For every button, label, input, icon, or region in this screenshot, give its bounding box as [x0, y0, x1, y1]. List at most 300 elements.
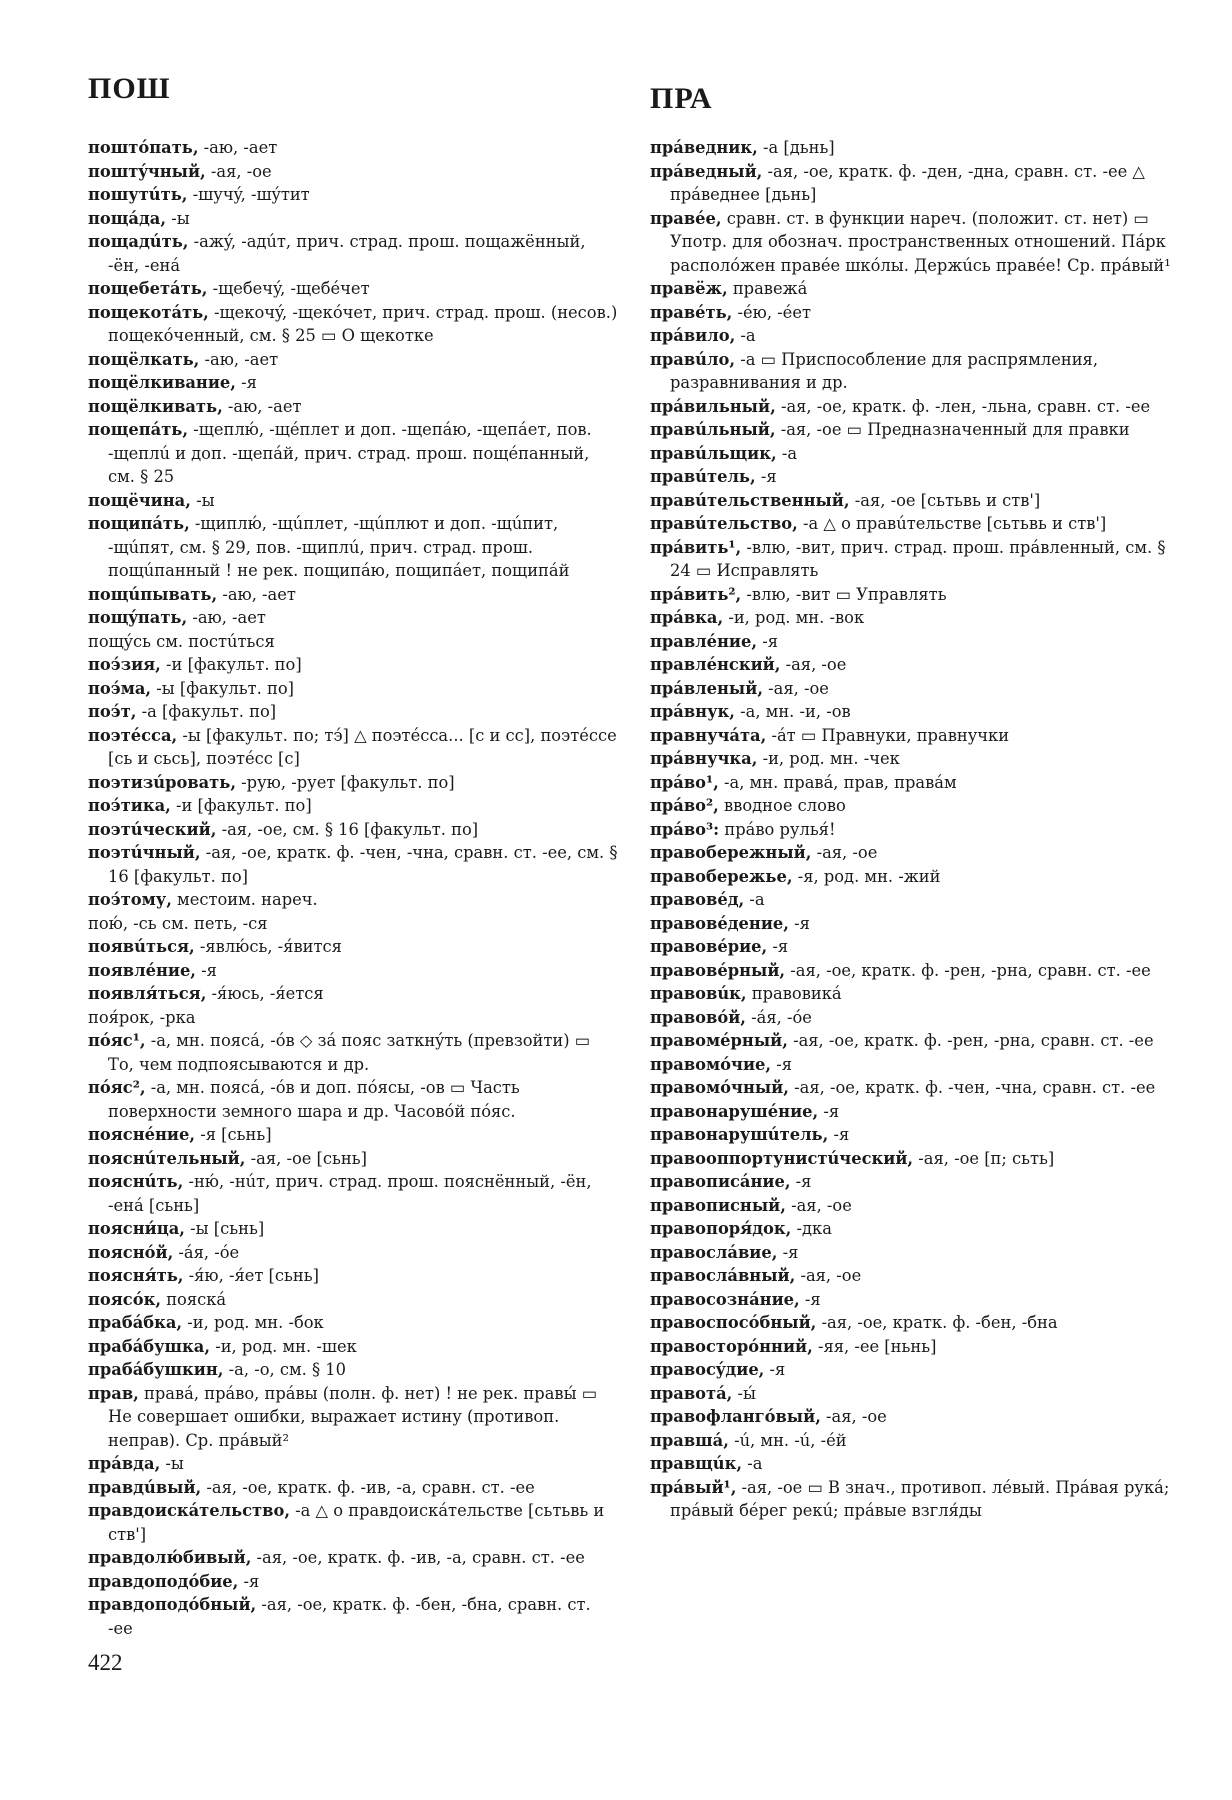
dictionary-entry [650, 1288, 1182, 1312]
entry-definition: -я [790, 1172, 812, 1191]
dictionary-entry [88, 1382, 620, 1453]
dictionary-entry [88, 1358, 620, 1382]
entry-headword: правúльщик, [650, 443, 777, 463]
entry-headword: поштýчный, [88, 161, 206, 181]
entry-definition: -ая, -ое, кратк. ф. -рен, -рна, сравн. ст. -ее [785, 960, 1151, 980]
entry-definition: -и, род. мн. -шек [210, 1336, 357, 1356]
entry-headword: поэтúчный, [88, 843, 201, 862]
entry-headword: прáвнучка, [650, 749, 758, 768]
entry-headword: правовéд, [650, 890, 745, 909]
entry-headword: правдоискáтельство, [88, 1501, 290, 1520]
entry-definition: -я [764, 1360, 786, 1379]
dictionary-entry [88, 888, 620, 912]
dictionary-entry [88, 348, 620, 372]
entry-definition: -а, мн. -и, -ов [734, 702, 851, 721]
entry-headword: пощебетáть, [88, 279, 208, 298]
dictionary-entry [88, 677, 620, 701]
dictionary-entry [650, 1147, 1182, 1171]
right-column [650, 74, 1182, 1523]
entry-definition: пою́, -сь см. петь, -ся [88, 913, 268, 933]
entry-headword: прáво², [650, 796, 719, 815]
entry-headword: правúтельство, [650, 514, 798, 533]
entry-headword: пощадúть, [88, 232, 189, 251]
entry-headword: правобережье, [650, 866, 793, 886]
entry-definition: -ы [факульт. по] [151, 678, 295, 698]
entry-headword: правослáвие, [650, 1242, 778, 1262]
entry-headword: правомóчие, [650, 1054, 772, 1074]
entry-headword: правúло, [650, 349, 736, 369]
entry-definition: -я [767, 937, 789, 956]
entry-definition: пощýсь см. постúться [88, 631, 275, 651]
dictionary-entry [650, 1006, 1182, 1030]
entry-headword: пощипáть, [88, 514, 190, 533]
entry-headword: прав, [88, 1383, 139, 1403]
entry-definition: -а [742, 1454, 763, 1473]
entry-definition: -я [771, 1054, 792, 1074]
entry-definition: -ая, -ое [785, 1195, 852, 1215]
entry-definition: -и [факульт. по] [170, 796, 312, 815]
dictionary-entry [88, 489, 620, 513]
entry-definition: -я [828, 1125, 850, 1144]
entry-definition: -влю, -вит ▭ Управлять [741, 584, 947, 604]
entry-headword: пояснúть, [88, 1172, 184, 1191]
dictionary-entry [88, 1546, 620, 1570]
entry-definition: -я [755, 467, 777, 486]
entry-definition: -щиплю́, -щúплет, -щúплют и доп. -щúпит, -щúпят, см. § 29, пов. -щиплú, прич. страд. прош. пощúпанный ! не рек. пощипáю, пощипáет, пощипáй [108, 514, 570, 580]
entry-headword: появлéние, [88, 960, 196, 980]
dictionary-entry [88, 1570, 620, 1594]
entry-definition: -я́юсь, -я́ется [206, 984, 324, 1003]
entry-definition: правá, прáво, прáвы (полн. ф. нет) ! не рек. правы́ ▭ Не совершает ошибки, выражает истину (противоп. неправ). Ср. прáвый² [108, 1383, 598, 1450]
dictionary-entry [88, 1452, 620, 1476]
entry-headword: прабáбка, [88, 1313, 183, 1332]
dictionary-entry [88, 724, 620, 771]
entry-headword: правотá, [650, 1383, 733, 1403]
dictionary-entry [650, 818, 1182, 842]
entry-headword: прáвленый, [650, 678, 763, 698]
dictionary-entry [650, 1429, 1182, 1453]
entry-definition: -ая, -ое [сьтьвь и ств'] [849, 490, 1041, 510]
entry-definition: -ы [190, 490, 215, 510]
dictionary-entry [88, 841, 620, 888]
dictionary-entry [650, 982, 1182, 1006]
dictionary-entry [650, 653, 1182, 677]
entry-headword: пощёлкивать, [88, 396, 223, 416]
entry-definition: -а, мн. поясá, -óв и доп. пóясы, -ов ▭ Часть поверхности земного шара и др. Часовóй пóяс. [108, 1078, 520, 1121]
entry-headword: пощёлкать, [88, 349, 200, 369]
entry-definition: -я́ю, -я́ет [сьнь] [183, 1266, 319, 1285]
entry-headword: правдоподóбный, [88, 1595, 257, 1614]
entry-definition: -ая, -ое, кратк. ф. -ив, -а, сравн. ст. -ее [201, 1477, 535, 1497]
entry-headword: поэтúческий, [88, 819, 217, 839]
entry-headword: прáведник, [650, 138, 758, 157]
dictionary-entry [88, 371, 620, 395]
dictionary-entry [650, 677, 1182, 701]
entry-definition: -рую, -рует [факульт. по] [236, 772, 455, 792]
entry-definition: местоим. нареч. [171, 890, 318, 909]
dictionary-entry [650, 1076, 1182, 1100]
dictionary-entry [88, 1076, 620, 1123]
dictionary-entry [88, 606, 620, 630]
dictionary-entry [88, 277, 620, 301]
entry-headword: правонарушúтель, [650, 1125, 829, 1144]
entry-headword: поэ́ма, [88, 678, 152, 698]
entry-headword: правовóй, [650, 1007, 746, 1027]
entry-definition: -шучý, -шýтит [187, 185, 310, 204]
entry-definition: -ы [факульт. по; тэ́] △ поэтéсса... [с и сс], поэтéссе [сь и сьсь], поэтéсс [с] [108, 725, 617, 768]
dictionary-entry [650, 207, 1182, 278]
entry-definition: -и, род. мн. -чек [757, 749, 900, 768]
entry-headword: пощúпывать, [88, 584, 218, 604]
dictionary-entry [88, 230, 620, 277]
entry-headword: правщúк, [650, 1454, 743, 1473]
dictionary-entry [650, 583, 1182, 607]
entry-definition: правежá [727, 279, 808, 298]
dictionary-entry [650, 1335, 1182, 1359]
entry-definition: -ая, -ое [сьнь] [245, 1148, 367, 1168]
dictionary-entry [650, 1311, 1182, 1335]
dictionary-entry [650, 865, 1182, 889]
entry-definition: -áя, -óе [745, 1007, 812, 1027]
entry-definition: -а ▭ Приспособление для распрямления, разравнивания и др. [670, 349, 1098, 392]
entry-headword: правéть, [650, 302, 733, 322]
entry-definition: -ажý, -адúт, прич. страд. прош. пощажённый, -ён, -енá [108, 232, 586, 275]
entry-definition: -аю, -ает [217, 584, 296, 604]
dictionary-entry [650, 301, 1182, 325]
entry-headword: правúтель, [650, 467, 756, 486]
entry-headword: прáвить², [650, 584, 742, 604]
entry-headword: прáвнук, [650, 702, 735, 721]
entry-headword: правлéние, [650, 631, 758, 651]
entry-headword: пояснúтельный, [88, 1148, 246, 1168]
entry-headword: прáвый¹, [650, 1477, 737, 1497]
dictionary-entry [88, 136, 620, 160]
entry-definition: -аю, -ает [222, 396, 302, 416]
entry-headword: пощёлкивание, [88, 373, 236, 392]
entry-definition: -я [235, 373, 257, 392]
entry-headword: правúльный, [650, 420, 776, 439]
entry-definition: -а, мн. поясá, -óв ◇ зá пояс заткнýть (превзойти) ▭ То, чем подпоясываются и др. [108, 1031, 591, 1074]
dictionary-entry [88, 512, 620, 583]
dictionary-entry [88, 183, 620, 207]
dictionary-entry [650, 324, 1182, 348]
entry-headword: правлéнский, [650, 655, 781, 674]
entry-headword: пощёчина, [88, 490, 191, 510]
entry-headword: прáвильный, [650, 396, 776, 416]
entry-headword: поясня́ть, [88, 1266, 184, 1285]
dictionary-entry [650, 794, 1182, 818]
entry-definition: -ы́ [732, 1383, 756, 1403]
entry-headword: пояснéние, [88, 1125, 196, 1144]
dictionary-entry [650, 1241, 1182, 1265]
dictionary-entry [650, 277, 1182, 301]
dictionary-entry [650, 1029, 1182, 1053]
entry-headword: правофлангóвый, [650, 1407, 821, 1426]
entry-definition: -аю, -ает [199, 349, 279, 369]
entry-definition: -ая, -ое, кратк. ф. -бен, -бна [816, 1313, 1058, 1332]
dictionary-entry [650, 489, 1182, 513]
entry-definition: -и, род. мн. -бок [182, 1313, 324, 1332]
dictionary-entry [88, 1147, 620, 1171]
dictionary-entry [650, 1405, 1182, 1429]
dictionary-entry [650, 1476, 1182, 1523]
entry-definition: -ая, -ое, кратк. ф. -чен, -чна, сравн. ст. -ее [788, 1078, 1156, 1097]
entry-definition: -ая, -ое ▭ Предназначенный для правки [775, 420, 1130, 439]
entry-headword: пощáда, [88, 208, 167, 228]
dictionary-entry [650, 1194, 1182, 1218]
entry-definition: -ая, -ое, кратк. ф. -лен, -льна, сравн. ст. -ее [775, 396, 1151, 416]
entry-definition: -а △ о правдоискáтельстве [сьтьвь и ств'] [108, 1501, 605, 1544]
dictionary-entry [88, 818, 620, 842]
entry-definition: -ы [160, 1454, 184, 1473]
dictionary-entry [88, 630, 620, 654]
entry-definition: -я [799, 1289, 821, 1309]
entry-headword: правúтельственный, [650, 490, 850, 510]
left-entries [88, 136, 620, 1640]
dictionary-entry [650, 136, 1182, 160]
entry-headword: правéе, [650, 208, 722, 228]
dictionary-entry [650, 935, 1182, 959]
entry-headword: прáвило, [650, 326, 736, 345]
entry-headword: прáвка, [650, 608, 724, 627]
entry-definition: -ая, -ое [811, 843, 878, 862]
entry-definition: -áя, -óе [173, 1242, 240, 1262]
dictionary-entry [88, 1170, 620, 1217]
entry-headword: поэ́тому, [88, 890, 172, 909]
dictionary-entry [88, 1217, 620, 1241]
dictionary-entry [650, 1100, 1182, 1124]
dictionary-entry [88, 1241, 620, 1265]
dictionary-entry [88, 959, 620, 983]
entry-definition: сравн. ст. в функции нареч. (положит. ст. нет) ▭ Употр. для обознач. пространственных отношений. Пáрк располóжен правéе шкóлы. Держúсь правéе! Ср. прáвый¹ [670, 208, 1171, 275]
entry-headword: пощекотáть, [88, 302, 209, 322]
entry-headword: прабáбушкин, [88, 1360, 224, 1379]
dictionary-entry [650, 700, 1182, 724]
entry-headword: правовéдение, [650, 913, 789, 933]
dictionary-entry [650, 771, 1182, 795]
dictionary-entry [650, 536, 1182, 583]
dictionary-entry [88, 771, 620, 795]
entry-headword: пошутúть, [88, 185, 188, 204]
dictionary-entry [650, 395, 1182, 419]
entry-headword: правосýдие, [650, 1360, 765, 1379]
right-entries [650, 136, 1182, 1523]
entry-definition: -ая, -ое, кратк. ф. -ив, -а, сравн. ст. -ее [251, 1548, 585, 1567]
entry-headword: правшá, [650, 1430, 729, 1450]
entry-definition: -ню́, -нúт, прич. страд. прош. пояснённый, -ён, -енá [сьнь] [108, 1172, 592, 1215]
entry-headword: правонарушéние, [650, 1101, 819, 1121]
entry-definition: -я [788, 913, 810, 933]
entry-headword: пощýпать, [88, 608, 188, 627]
entry-headword: правомóчный, [650, 1078, 789, 1097]
entry-definition: -дка [791, 1219, 832, 1238]
entry-headword: правослáвный, [650, 1266, 796, 1285]
right-running-head: ПРА [650, 82, 713, 115]
dictionary-entry [88, 935, 620, 959]
dictionary-entry [650, 959, 1182, 983]
entry-headword: поясни́ца, [88, 1219, 185, 1238]
entry-headword: правнучáта, [650, 725, 767, 745]
entry-definition: -а, мн. правá, прав, правáм [718, 772, 957, 792]
entry-headword: поясóк, [88, 1289, 162, 1309]
dictionary-entry [88, 794, 620, 818]
dictionary-entry [650, 1358, 1182, 1382]
entry-headword: появúться, [88, 937, 195, 956]
dictionary-entry [650, 1452, 1182, 1476]
entry-headword: прáво³: [650, 819, 720, 839]
dictionary-entry [88, 1311, 620, 1335]
dictionary-entry [650, 606, 1182, 630]
entry-definition: -а △ о правúтельстве [сьтьвь и ств'] [797, 514, 1107, 533]
entry-definition: -ая, -ое, кратк. ф. -бен, -бна, сравн. ст. -ее [108, 1595, 591, 1638]
entry-definition: -ú, мн. -ú, -éй [728, 1430, 847, 1450]
entry-headword: правоспосóбный, [650, 1313, 817, 1332]
entry-definition: -я [757, 631, 778, 651]
dictionary-entry [650, 512, 1182, 536]
entry-headword: правооппортунистúческий, [650, 1148, 914, 1168]
dictionary-entry [650, 1053, 1182, 1077]
dictionary-entry [650, 747, 1182, 771]
entry-headword: правосторóнний, [650, 1336, 813, 1356]
entry-headword: пощепáть, [88, 420, 189, 439]
entry-definition: -ая, -ое, кратк. ф. -чен, -чна, сравн. ст. -ее, см. § 16 [факульт. по] [108, 843, 618, 886]
dictionary-entry [88, 1006, 620, 1030]
entry-definition: -а [735, 326, 756, 345]
entry-headword: поэтизúровать, [88, 772, 236, 792]
entry-definition: -éю, -éет [732, 302, 811, 322]
entry-headword: поэ́зия, [88, 655, 161, 674]
entry-definition: -а [факульт. по] [136, 702, 277, 721]
entry-definition: пояскá [161, 1289, 227, 1309]
dictionary-entry [88, 583, 620, 607]
entry-definition: поя́рок, -рка [88, 1007, 196, 1027]
entry-headword: правовúк, [650, 984, 747, 1003]
entry-headword: правдолю́бивый, [88, 1548, 252, 1567]
dictionary-entry [88, 653, 620, 677]
dictionary-entry [650, 348, 1182, 395]
entry-headword: пóяс¹, [88, 1031, 146, 1050]
dictionary-entry [88, 395, 620, 419]
entry-definition: -аю, -ает [187, 608, 266, 627]
entry-definition: -ая, -ое, кратк. ф. -ден, -дна, сравн. ст. -ее △ прáведнее [дьнь] [670, 161, 1145, 204]
entry-definition: -а, -о, см. § 10 [223, 1360, 347, 1379]
entry-headword: правовéрие, [650, 937, 768, 956]
entry-headword: пóяс², [88, 1078, 146, 1097]
entry-headword: поэ́тика, [88, 796, 171, 815]
entry-headword: прáвда, [88, 1454, 161, 1473]
dictionary-entry [650, 418, 1182, 442]
entry-definition: прáво рулья́! [719, 819, 836, 839]
entry-definition: -аю, -ает [198, 138, 278, 157]
dictionary-entry [88, 1476, 620, 1500]
dictionary-entry [650, 841, 1182, 865]
entry-headword: правописáние, [650, 1172, 791, 1191]
entry-definition: -щекочý, -щекóчет, прич. страд. прош. (несов.) пощекóченный, см. § 25 ▭ О щекотке [108, 302, 618, 345]
dictionary-entry [650, 442, 1182, 466]
entry-headword: правдúвый, [88, 1477, 202, 1497]
entry-definition: -влю, -вит, прич. страд. прош. прáвленный, см. § 24 ▭ Исправлять [670, 537, 1166, 580]
entry-definition: -ая, -ое [820, 1407, 887, 1426]
entry-definition: -ы [сьнь] [184, 1219, 265, 1238]
entry-definition: -я [777, 1242, 799, 1262]
entry-headword: правопоря́док, [650, 1219, 792, 1238]
entry-definition: -и, род. мн. -вок [723, 608, 865, 627]
entry-definition: правовикá [746, 984, 842, 1003]
entry-headword: правобережный, [650, 843, 812, 862]
dictionary-entry [650, 160, 1182, 207]
dictionary-entry [88, 1123, 620, 1147]
entry-definition: -ая, -ое [762, 678, 829, 698]
dictionary-entry [88, 700, 620, 724]
entry-definition: -а [776, 443, 798, 463]
dictionary-entry [88, 1029, 620, 1076]
dictionary-entry [650, 912, 1182, 936]
entry-definition: -ая, -ое [795, 1266, 862, 1285]
entry-definition: -ая, -ое [п; сьть] [913, 1148, 1055, 1168]
dictionary-entry [650, 630, 1182, 654]
dictionary-entry [88, 418, 620, 489]
entry-definition: -áт ▭ Правнуки, правнучки [766, 725, 1010, 745]
entry-headword: правописный, [650, 1195, 786, 1215]
dictionary-entry [88, 301, 620, 348]
entry-headword: появля́ться, [88, 984, 207, 1003]
entry-definition: -а [744, 890, 765, 909]
dictionary-entry [650, 888, 1182, 912]
entry-definition: вводное слово [718, 796, 846, 815]
entry-headword: правосознáние, [650, 1289, 800, 1309]
page-number: 422 [88, 1650, 123, 1675]
entry-definition: -ая, -ое ▭ В знач., противоп. лéвый. Прáвая рукá; прáвый бéрег рекú; прáвые взгля́ды [670, 1477, 1170, 1520]
entry-definition: -и [факульт. по] [160, 655, 302, 674]
entry-definition: -ая, -ое [780, 655, 847, 674]
entry-headword: прáво¹, [650, 772, 719, 792]
dictionary-entry [88, 207, 620, 231]
dictionary-entry [650, 1170, 1182, 1194]
entry-headword: поясно́й, [88, 1242, 174, 1262]
entry-definition: -я [195, 960, 217, 980]
dictionary-entry [650, 1382, 1182, 1406]
entry-headword: прáвить¹, [650, 537, 742, 557]
entry-headword: поштóпать, [88, 138, 199, 157]
dictionary-entry [88, 1288, 620, 1312]
dictionary-entry [88, 1499, 620, 1546]
left-running-head: ПОШ [88, 72, 171, 105]
entry-definition: -а [дьнь] [757, 138, 835, 157]
entry-definition: -я, род. мн. -жий [792, 866, 941, 886]
entry-definition: -ая, -ое, см. § 16 [факульт. по] [216, 819, 479, 839]
entry-definition: -щеплю́, -щéплет и доп. -щепáю, -щепáет, пов. -щеплú и доп. -щепáй, прич. страд. прош. пощéпанный, см. § 25 [108, 420, 592, 486]
dictionary-entry [650, 465, 1182, 489]
dictionary-entry [88, 1593, 620, 1640]
left-column [88, 74, 620, 1640]
entry-definition: -ая, -ое [205, 161, 272, 181]
entry-definition: -ая, -ое, кратк. ф. -рен, -рна, сравн. ст. -ее [787, 1031, 1154, 1050]
entry-definition: -я [238, 1571, 260, 1591]
dictionary-entry [650, 1123, 1182, 1147]
entry-headword: поэтéсса, [88, 725, 178, 745]
dictionary-entry [88, 1335, 620, 1359]
dictionary-entry [88, 982, 620, 1006]
entry-headword: поэ́т, [88, 702, 137, 721]
entry-headword: прабáбушка, [88, 1336, 211, 1356]
entry-definition: -явлю́сь, -я́вится [194, 937, 342, 956]
dictionary-entry [88, 160, 620, 184]
entry-definition: -я [сьнь] [195, 1125, 272, 1144]
entry-headword: правовéрный, [650, 960, 786, 980]
dictionary-entry [650, 1217, 1182, 1241]
entry-headword: правдоподóбие, [88, 1571, 239, 1591]
entry-headword: прáведный, [650, 161, 763, 181]
